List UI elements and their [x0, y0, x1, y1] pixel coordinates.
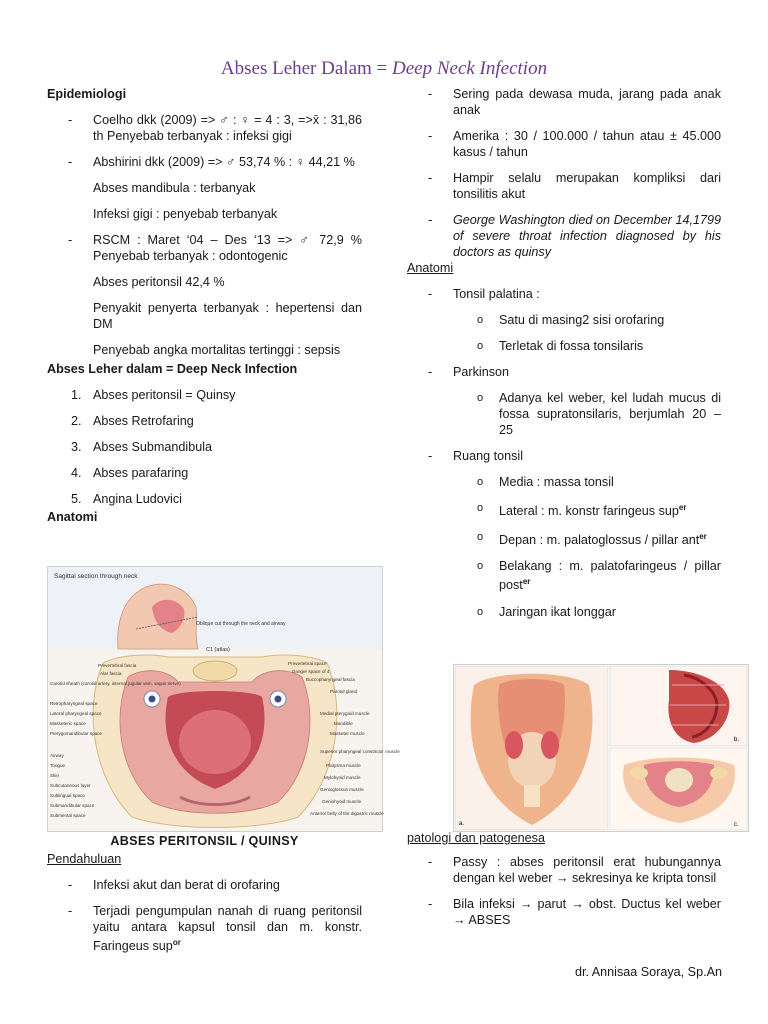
patologi-heading: patologi dan patogenesa [407, 831, 545, 845]
svg-text:Genioglossus muscle: Genioglossus muscle [320, 787, 364, 792]
tonsil-item: - Tonsil palatina : [407, 286, 721, 302]
parkinson-item: - Parkinson [407, 364, 721, 380]
pend-item: - Terjadi pengumpulan nanah di ruang peritonsil yaitu antara kapsul tonsil dan m. konstr. Faringeus sup$^{or}$ [47, 903, 362, 954]
svg-text:Subcutaneous layer: Subcutaneous layer [50, 783, 91, 788]
svg-text:Masseteric space: Masseteric space [50, 721, 86, 726]
svg-text:Anterior belly of the digastri: Anterior belly of the digastric muscle [310, 811, 384, 816]
tonsil-sub: o Terletak di fossa tonsilaris [407, 338, 721, 354]
pendahuluan-section [47, 851, 362, 954]
svg-text:Masseter muscle: Masseter muscle [330, 731, 365, 736]
svg-text:Danger space of 4: Danger space of 4 [292, 669, 330, 674]
svg-text:Platysma muscle: Platysma muscle [326, 763, 361, 768]
deep-heading: Abses Leher dalam = Deep Neck Infection [47, 362, 298, 376]
ruang-sub: o Media : massa tonsil [407, 474, 721, 490]
neck-cross-section-figure [47, 566, 400, 832]
pend-item: - Infeksi akut dan berat di orofaring [47, 877, 362, 893]
list-item: 2. Abses Retrofaring [71, 414, 194, 428]
epi-plain: Abses peritonsil 42,4 % [93, 275, 225, 289]
ruang-sub: o Belakang : m. palatofaringeus / pillar post$^{er}$ [407, 558, 721, 593]
svg-text:Airway: Airway [50, 753, 64, 758]
info-item: - Hampir selalu merupakan kompliksi dari tonsilitis akut [407, 170, 721, 202]
neck-diagram-svg [48, 567, 400, 831]
right-column [407, 86, 721, 620]
svg-text:Lateral pharyngeal space: Lateral pharyngeal space [50, 711, 102, 716]
list-item: 3. Abses Submandibula [71, 440, 213, 454]
svg-text:C1 (atlas): C1 (atlas) [206, 647, 230, 653]
epi-item: - Coelho dkk (2009) => ♂ : ♀ = 4 : 3, =>x̄ : 31,86 th Penyebab terbanyak : infeksi gigi [47, 112, 362, 144]
svg-text:a.: a. [459, 821, 465, 827]
svg-text:c.: c. [734, 822, 739, 828]
list-item: 5. Angina Ludovici [71, 492, 182, 506]
svg-text:Sublingual space: Sublingual space [50, 793, 85, 798]
ruang-item: - Ruang tonsil [407, 448, 721, 464]
svg-text:Skin: Skin [50, 773, 59, 778]
svg-text:Geniohyoid muscle: Geniohyoid muscle [322, 799, 362, 804]
svg-text:Pterygomandibular space: Pterygomandibular space [50, 731, 103, 736]
quinsy-heading: ABSES PERITONSIL / QUINSY [110, 834, 299, 848]
ruang-sub: o Jaringan ikat longgar [407, 604, 721, 620]
svg-text:Submandibular space: Submandibular space [50, 803, 95, 808]
ruang-sub: o Depan : m. palatoglossus / pillar ant$^{er}$ [407, 529, 721, 548]
svg-text:Carotid sheath (carotid artery: Carotid sheath (carotid artery, internal jugular vein, vagus nerve) [50, 681, 181, 686]
tonsil-anatomy-figure [453, 664, 749, 832]
pat-item: - Bila infeksi → parut → obst. Ductus kel weber → ABSES [407, 896, 721, 928]
svg-text:Submental space: Submental space [50, 813, 86, 818]
svg-text:Oblique cut through the neck a: Oblique cut through the neck and airway [196, 621, 286, 627]
epi-plain: Penyebab angka mortalitas tertinggi : sepsis [93, 343, 341, 357]
list-item: 4. Abses parafaring [71, 466, 189, 480]
epi-plain: Abses mandibula : terbanyak [93, 181, 256, 195]
epi-plain: Penyakit penyerta terbanyak : hepertensi dan DM [93, 301, 362, 331]
info-item: - Sering pada dewasa muda, jarang pada anak anak [407, 86, 721, 118]
svg-text:Medial pterygoid muscle: Medial pterygoid muscle [320, 711, 370, 716]
author-footer: dr. Annisaa Soraya, Sp.An [574, 965, 722, 979]
svg-text:Mandible: Mandible [334, 721, 353, 726]
tonsil-diagram-svg [454, 665, 748, 831]
epidemiologi-heading: Epidemiologi [47, 87, 127, 101]
washington-item: - George Washington died on December 14,1799 of severe throat infection diagnosed by his doctors as quinsy [407, 212, 721, 260]
epi-plain: Infeksi gigi : penyebab terbanyak [93, 207, 278, 221]
svg-text:Tongue: Tongue [50, 763, 66, 768]
patologi-section [407, 830, 721, 928]
page-title [0, 58, 768, 80]
epi-item: - RSCM : Maret ‘04 – Des ‘13 => ♂ 72,9 % Penyebab terbanyak : odontogenic [47, 232, 362, 264]
title-italic: Deep Neck Infection [392, 58, 548, 79]
tonsil-sub: o Satu di masing2 sisi orofaring [407, 312, 721, 328]
svg-text:Buccopharyngeal fascia: Buccopharyngeal fascia [306, 677, 355, 682]
svg-text:Prevertebral fascia: Prevertebral fascia [98, 663, 137, 668]
title-main: Abses Leher Dalam = [220, 58, 392, 79]
ruang-sub: o Lateral : m. konstr faringeus sup$^{er}$ [407, 500, 721, 519]
anatomi-heading-left: Anatomi [47, 510, 98, 524]
list-item: 1. Abses peritonsil = Quinsy [71, 388, 236, 402]
epi-item: - Abshirini dkk (2009) => ♂ 53,74 % : ♀ 44,21 % [47, 154, 362, 170]
pendahuluan-heading: Pendahuluan [47, 852, 122, 866]
svg-text:Mylohyoid muscle: Mylohyoid muscle [324, 775, 361, 780]
svg-text:Alar fascia: Alar fascia [100, 671, 122, 676]
anatomi-heading-right: Anatomi [407, 261, 454, 275]
pat-item: - Passy : abses peritonsil erat hubungannya dengan kel weber → sekresinya ke kripta tonsil [407, 854, 721, 886]
svg-text:Parotid gland: Parotid gland [330, 689, 358, 694]
parkinson-sub: o Adanya kel weber, kel ludah mucus di fossa supratonsilaris, berjumlah 20 – 25 [407, 390, 721, 438]
svg-text:Retropharyngeal space: Retropharyngeal space [50, 701, 98, 706]
svg-text:Superior pharyngeal constricto: Superior pharyngeal constrictor muscle [320, 749, 400, 754]
figure-caption: Sagittal section through neck [54, 573, 138, 580]
svg-text:b.: b. [734, 737, 740, 743]
left-column [47, 86, 362, 525]
svg-text:Prevertebral space: Prevertebral space [288, 661, 327, 666]
info-item: - Amerika : 30 / 100.000 / tahun atau ± 45.000 kasus / tahun [407, 128, 721, 160]
